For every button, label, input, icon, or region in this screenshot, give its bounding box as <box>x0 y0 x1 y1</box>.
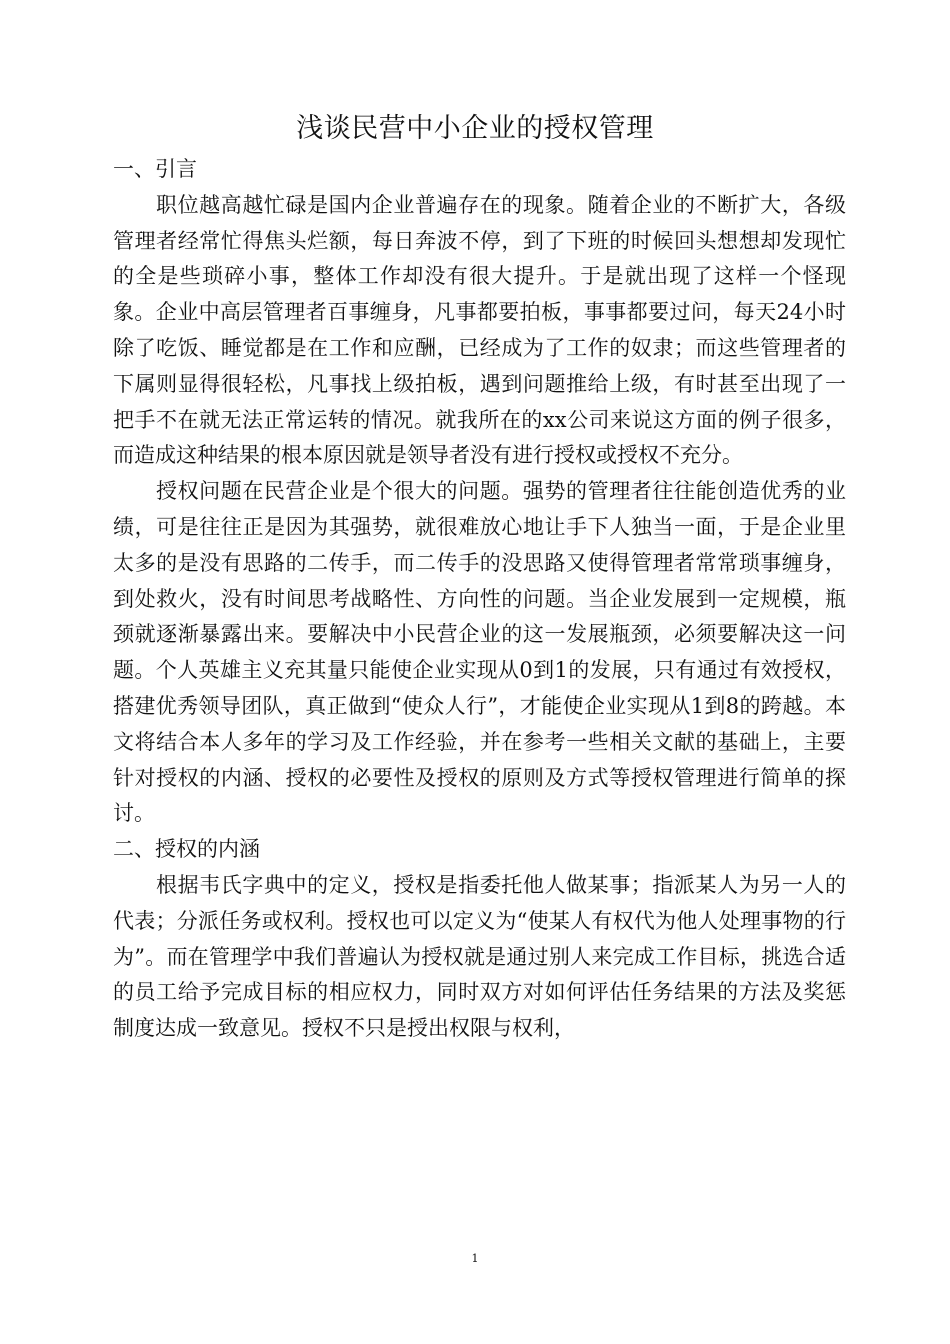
section-heading-meaning-of-authorization: 二、授权的内涵 <box>113 837 260 862</box>
page-number: 1 <box>471 1252 479 1265</box>
paragraph: 根据韦氏字典中的定义，授权是指委托他人做某事；指派某人为另一人的代表；分派任务或权利。授权也可以定义为“使某人有权代为他人处理事物的行为”。而在管理学中我们普遍认为授权就是通过别人来完成工作目标，挑选合适的员工给予完成目标的相应权力，同时双方对如何评估任务结果的方法及奖惩制度达成一致意见。授权不只是授出权限与权利， <box>113 872 846 1041</box>
paragraph: 授权问题在民营企业是个很大的问题。强势的管理者往往能创造优秀的业绩，可是往往正是因为其强势，就很难放心地让手下人独当一面，于是企业里太多的是没有思路的二传手，而二传手的没思路又使得管理者常常琐事缠身，到处救火，没有时间思考战略性、方向性的问题。当企业发展到一定规模，瓶颈就逐渐暴露出来。要解决中小民营企业的这一发展瓶颈，必须要解决这一问题。个人英雄主义充其量只能使企业实现从0到1的发展，只有通过有效授权，搭建优秀领导团队，真正做到“使众人行”，才能使企业实现从1到8的跨越。本文将结合本人多年的学习及工作经验，并在参考一些相关文献的基础上，主要针对授权的内涵、授权的必要性及授权的原则及方式等授权管理进行简单的探讨。 <box>113 479 846 826</box>
paragraph: 职位越高越忙碌是国内企业普遍存在的现象。随着企业的不断扩大，各级管理者经常忙得焦头烂额，每日奔波不停，到了下班的时候回头想想却发现忙的全是些琐碎小事，整体工作却没有很大提升。于是就出现了这样一个怪现象。企业中高层管理者百事缠身，凡事都要拍板，事事都要过问，每天24小时除了吃饭、睡觉都是在工作和应酬，已经成为了工作的奴隶；而这些管理者的下属则显得很轻松，凡事找上级拍板，遇到问题推给上级，有时甚至出现了一把手不在就无法正常运转的情况。就我所在的xx公司来说这方面的例子很多，而造成这种结果的根本原因就是领导者没有进行授权或授权不充分。 <box>113 192 846 468</box>
section-heading-introduction: 一、引言 <box>113 157 197 181</box>
document-body <box>113 152 846 1047</box>
document-title: 浅谈民营中小企业的授权管理 <box>296 113 654 144</box>
